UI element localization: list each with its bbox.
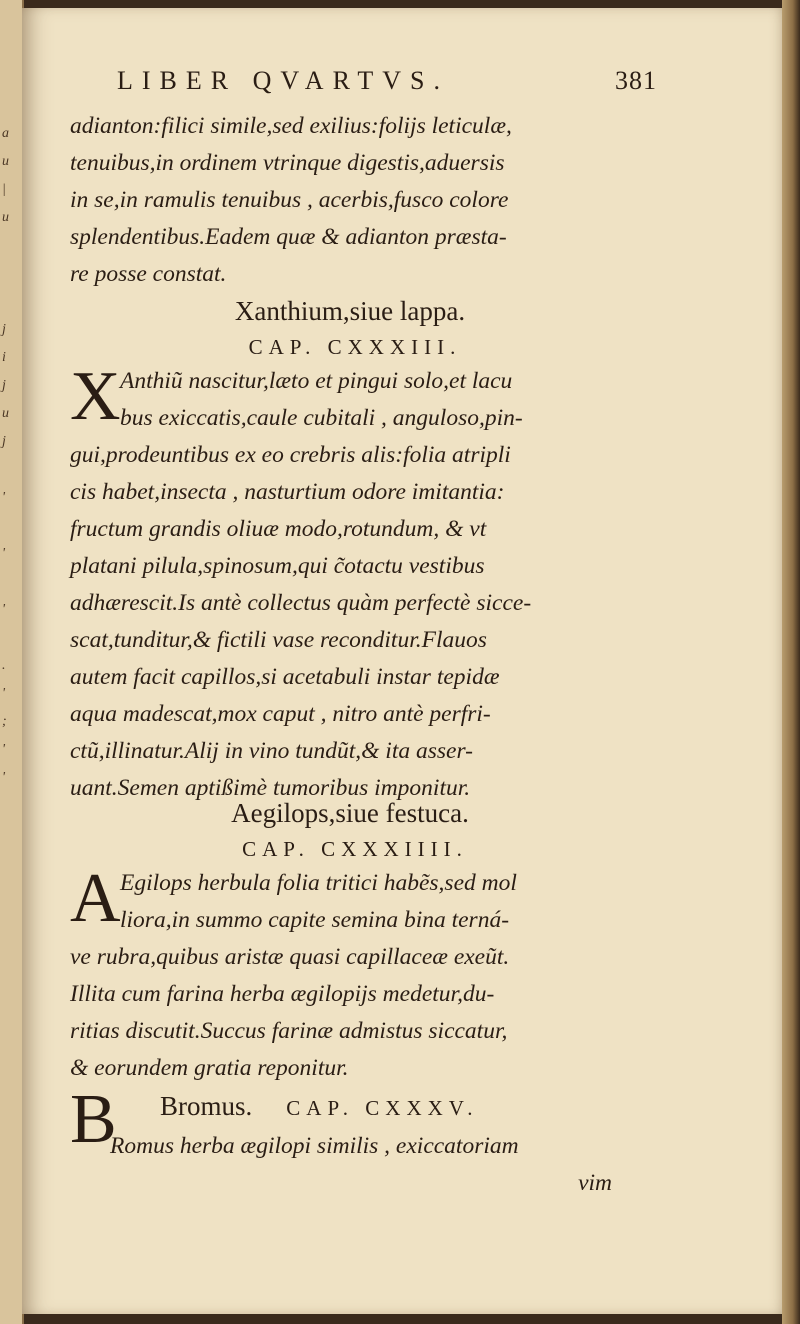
running-head: LIBER QVARTVS. [117,66,449,95]
section-heading: Bromus. [160,1091,253,1121]
chapter-number: CAP. CXXXIIII. [242,837,468,861]
page-number: 381 [615,66,657,95]
text-line: platani pilula,spinosum,qui c̃otactu vestibus [70,553,485,579]
text-line: ctũ,illinatur.Alij in vino tundũt,& ita asser- [70,738,473,764]
text-line: in se,in ramulis tenuibus , acerbis,fusco colore [70,187,509,213]
catchword: vim [578,1170,612,1196]
drop-capital: A [70,860,121,937]
text-line: gui,prodeuntibus ex eo crebris alis:folia atripli [70,442,511,468]
text-line: Romus herba ægilopi similis , exiccatoriam [110,1133,519,1159]
chapter-number: CAP. CXXXV. [286,1096,479,1120]
aegilops-paragraph [70,860,630,1087]
section-heading: Aegilops,siue festuca. [231,798,469,828]
text-line: aqua madescat,mox caput , nitro antè perfri- [70,701,491,727]
page-fore-edge [782,0,800,1324]
text-line: liora,in summo capite semina bina terná- [120,907,510,933]
facing-page-fragments: a u | u j i j u j ' ' ' . ' ; ' ' [2,126,9,785]
xanthium-section [70,291,630,807]
text-line: adianton:filici simile,sed exilius:folijs leticulæ, [70,113,512,139]
page-header [117,66,657,106]
text-line: Anthiũ nascitur,læto et pingui solo,et lacu [120,368,513,394]
text-line: re posse constat. [70,261,227,287]
chapter-number: CAP. CXXXIII. [248,335,462,359]
facing-page-edge [0,0,24,1324]
text-line: tenuibus,in ordinem vtrinque digestis,aduersis [70,150,505,176]
bromus-title-row [70,1086,630,1128]
text-line: uant.Semen aptißimè tumoribus imponitur. [70,775,471,801]
text-line: cis habet,insecta , nasturtium odore imitantia: [70,479,505,505]
text-line: autem facit capillos,si acetabuli instar tepidæ [70,664,500,690]
drop-capital: X [70,358,121,435]
text-line: fructum grandis oliuæ modo,rotundum, & vt [70,516,487,542]
text-line: & eorundem gratia reponitur. [70,1055,349,1081]
text-line: scat,tunditur,& fictili vase reconditur.Flauos [70,627,487,653]
text-line: splendentibus.Eadem quæ & adianton præsta- [70,224,507,250]
text-line: ve rubra,quibus aristæ quasi capillaceæ exeũt. [70,944,510,970]
text-line: Egilops herbula folia tritici habẽs,sed mol [120,870,517,896]
bromus-section [70,1081,630,1202]
xanthium-paragraph [70,358,630,807]
text-line: adhærescit.Is antè collectus quàm perfectè sicce- [70,590,532,616]
text-line: bus exiccatis,caule cubitali , anguloso,pin- [120,405,523,431]
section-heading: Xanthium,siue lappa. [234,296,466,326]
bromus-paragraph [70,1081,630,1202]
adianton-continuation [70,108,630,293]
drop-capital: B [70,1081,117,1158]
book-page [22,8,782,1314]
aegilops-section [70,793,630,1087]
text-line: ritias discutit.Succus farinæ admistus siccatur, [70,1018,508,1044]
text-line: Illita cum farina herba ægilopijs medetur,du- [70,981,495,1007]
